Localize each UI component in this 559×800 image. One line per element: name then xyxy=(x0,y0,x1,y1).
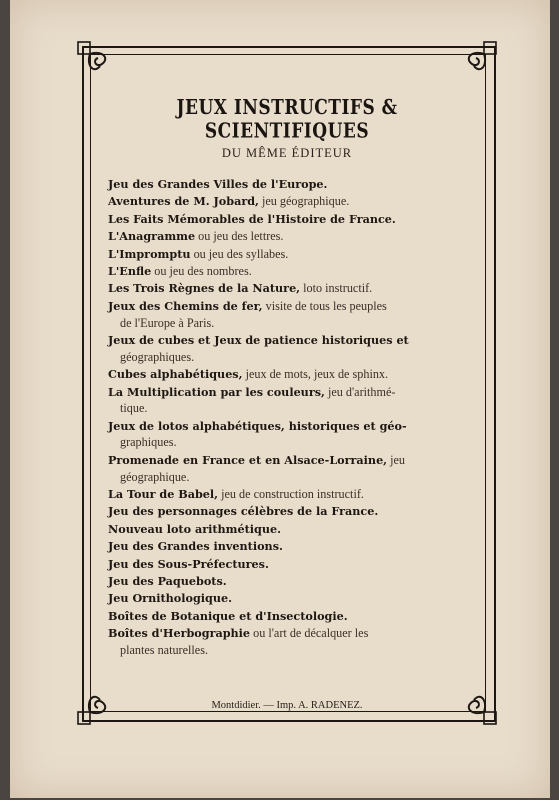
game-name: La Multiplication par les couleurs, xyxy=(108,384,325,399)
list-item xyxy=(108,418,470,452)
list-item xyxy=(108,452,470,486)
corner-ornament-top-left xyxy=(76,40,120,84)
game-description: loto instructif. xyxy=(303,281,373,296)
game-name: La Tour de Babel, xyxy=(108,487,219,502)
game-name: Boîtes d'Herbographie xyxy=(108,626,251,641)
list-item xyxy=(108,246,470,263)
list-item xyxy=(108,521,470,538)
list-item xyxy=(108,538,470,555)
list-item xyxy=(108,176,470,193)
game-name: Les Trois Règnes de la Nature, xyxy=(108,281,301,296)
game-name: Jeu des Sous-Préfectures. xyxy=(108,556,269,571)
game-description-continued: plantes naturelles. xyxy=(120,642,208,657)
game-description: jeu xyxy=(390,452,406,467)
list-item xyxy=(108,608,470,625)
game-name: Jeux des Chemins de fer, xyxy=(108,298,263,313)
list-item xyxy=(108,193,470,210)
game-name: Les Faits Mémorables de l'Histoire de France. xyxy=(108,211,396,226)
list-item xyxy=(108,503,470,520)
game-name: Jeux de cubes et Jeux de patience historiques et xyxy=(108,332,409,347)
list-item xyxy=(108,573,470,590)
game-description-continued: géographiques. xyxy=(120,349,195,364)
game-name: Cubes alphabétiques, xyxy=(108,367,243,382)
game-description-continued: graphiques. xyxy=(120,435,177,450)
game-name: Promenade en France et en Alsace-Lorraine, xyxy=(108,452,388,467)
list-item xyxy=(108,366,470,383)
list-item xyxy=(108,228,470,245)
printer-imprint: Montdidier. — Imp. A. RADENEZ. xyxy=(211,700,363,711)
game-name: L'Enfle xyxy=(108,263,152,278)
game-description: ou jeu des lettres. xyxy=(198,229,284,244)
list-item xyxy=(108,280,470,297)
game-description-continued: géographique. xyxy=(120,469,190,484)
page-title: JEUX INSTRUCTIFS & SCIENTIFIQUES xyxy=(176,96,398,144)
list-item xyxy=(108,590,470,607)
list-item xyxy=(108,211,470,228)
page-subtitle: DU MÊME ÉDITEUR xyxy=(221,146,353,160)
game-name: L'Anagramme xyxy=(108,229,196,244)
game-description: jeu d'arithmé- xyxy=(327,384,396,399)
game-description: ou jeu des syllabes. xyxy=(193,246,289,261)
game-description-continued: de l'Europe à Paris. xyxy=(120,315,215,330)
game-name: L'Impromptu xyxy=(108,246,191,261)
game-name: Jeu des personnages célèbres de la France. xyxy=(108,504,379,519)
game-description: visite de tous les peuples xyxy=(265,298,387,313)
corner-ornament-top-right xyxy=(454,40,498,84)
game-name: Nouveau loto arithmétique. xyxy=(108,521,281,536)
game-name: Jeu des Paquebots. xyxy=(108,574,227,589)
game-name: Jeux de lotos alphabétiques, historiques et géo- xyxy=(108,418,407,433)
list-item xyxy=(108,556,470,573)
game-name: Jeu Ornithologique. xyxy=(108,591,232,606)
game-description: jeu de construction instructif. xyxy=(221,487,364,502)
game-description: jeux de mots, jeux de sphinx. xyxy=(245,367,389,382)
game-description-continued: tique. xyxy=(120,401,148,416)
game-name: Aventures de M. Jobard, xyxy=(108,194,259,209)
list-item xyxy=(108,625,470,659)
list-item xyxy=(108,486,470,503)
list-item xyxy=(108,298,470,332)
list-item xyxy=(108,332,470,366)
game-name: Jeu des Grandes inventions. xyxy=(108,539,283,554)
game-name: Jeu des Grandes Villes de l'Europe. xyxy=(108,177,328,191)
games-list xyxy=(108,176,470,659)
list-item xyxy=(108,263,470,280)
game-description: jeu géographique. xyxy=(261,194,350,209)
game-name: Boîtes de Botanique et d'Insectologie. xyxy=(108,608,348,623)
game-description: ou jeu des nombres. xyxy=(154,263,252,278)
game-description: ou l'art de décalquer les xyxy=(253,626,369,641)
list-item xyxy=(108,384,470,418)
